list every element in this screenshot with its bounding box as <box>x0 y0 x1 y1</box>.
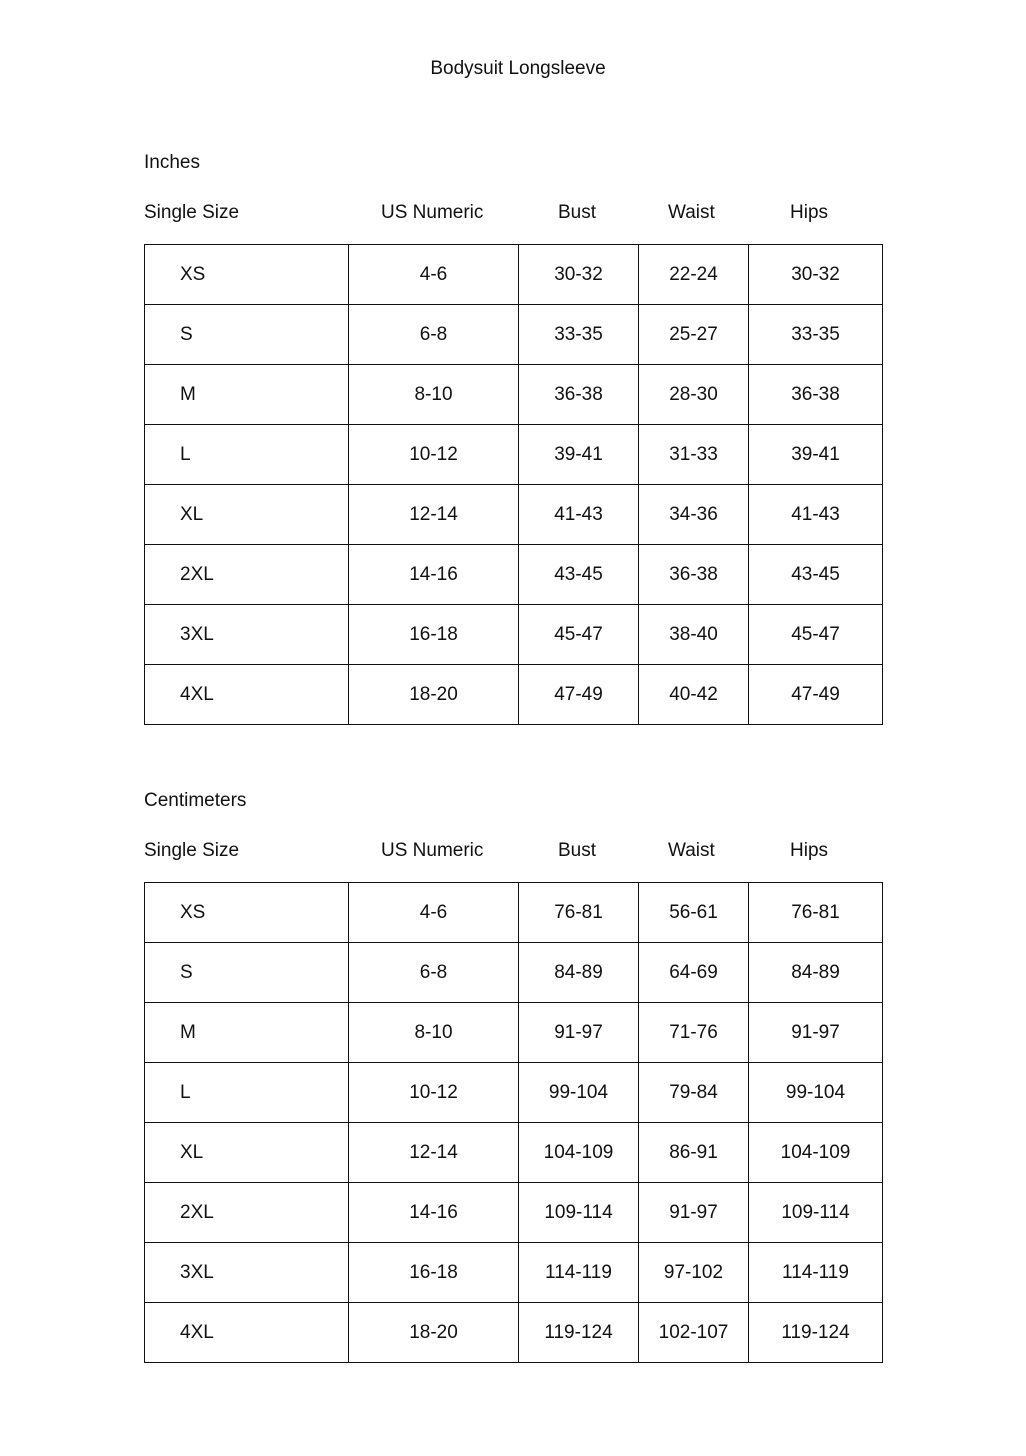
inches-size-table <box>144 244 883 725</box>
header-single-size: Single Size <box>144 202 240 223</box>
inches-header-row <box>144 201 882 225</box>
waist-cell: 22-24 <box>639 245 749 305</box>
hips-cell: 84-89 <box>749 943 883 1003</box>
header-waist: Waist <box>668 202 715 223</box>
hips-cell: 76-81 <box>749 883 883 943</box>
bust-cell: 39-41 <box>519 425 639 485</box>
size-cell: 4XL <box>145 665 349 725</box>
hips-cell: 91-97 <box>749 1003 883 1063</box>
centimeters-header-row <box>144 839 882 863</box>
size-cell: XL <box>145 485 349 545</box>
header-single-size: Single Size <box>144 840 240 861</box>
header-waist: Waist <box>668 840 715 861</box>
table-row <box>145 1303 883 1363</box>
size-cell: M <box>145 1003 349 1063</box>
bust-cell: 30-32 <box>519 245 639 305</box>
waist-cell: 64-69 <box>639 943 749 1003</box>
table-row <box>145 665 883 725</box>
bust-cell: 114-119 <box>519 1243 639 1303</box>
us-numeric-cell: 12-14 <box>349 1123 519 1183</box>
bust-cell: 45-47 <box>519 605 639 665</box>
bust-cell: 36-38 <box>519 365 639 425</box>
size-cell: XS <box>145 245 349 305</box>
centimeters-size-table <box>144 882 883 1363</box>
waist-cell: 56-61 <box>639 883 749 943</box>
hips-cell: 39-41 <box>749 425 883 485</box>
bust-cell: 99-104 <box>519 1063 639 1123</box>
hips-cell: 30-32 <box>749 245 883 305</box>
hips-cell: 104-109 <box>749 1123 883 1183</box>
table-row <box>145 1063 883 1123</box>
waist-cell: 91-97 <box>639 1183 749 1243</box>
table-row <box>145 883 883 943</box>
bust-cell: 109-114 <box>519 1183 639 1243</box>
size-cell: 2XL <box>145 1183 349 1243</box>
header-hips: Hips <box>790 840 829 861</box>
us-numeric-cell: 10-12 <box>349 1063 519 1123</box>
table-row <box>145 245 883 305</box>
us-numeric-cell: 16-18 <box>349 605 519 665</box>
table-row <box>145 425 883 485</box>
hips-cell: 43-45 <box>749 545 883 605</box>
waist-cell: 97-102 <box>639 1243 749 1303</box>
header-bust: Bust <box>558 202 597 223</box>
bust-cell: 84-89 <box>519 943 639 1003</box>
waist-cell: 34-36 <box>639 485 749 545</box>
hips-cell: 36-38 <box>749 365 883 425</box>
header-hips: Hips <box>790 202 829 223</box>
waist-cell: 102-107 <box>639 1303 749 1363</box>
table-row <box>145 943 883 1003</box>
hips-cell: 109-114 <box>749 1183 883 1243</box>
header-us-numeric: US Numeric <box>381 840 484 861</box>
us-numeric-cell: 10-12 <box>349 425 519 485</box>
bust-cell: 104-109 <box>519 1123 639 1183</box>
us-numeric-cell: 18-20 <box>349 1303 519 1363</box>
inches-section-label: Inches <box>144 152 200 173</box>
us-numeric-cell: 8-10 <box>349 365 519 425</box>
waist-cell: 36-38 <box>639 545 749 605</box>
hips-cell: 119-124 <box>749 1303 883 1363</box>
table-row <box>145 365 883 425</box>
table-row <box>145 545 883 605</box>
table-row <box>145 1243 883 1303</box>
us-numeric-cell: 4-6 <box>349 245 519 305</box>
size-cell: XS <box>145 883 349 943</box>
bust-cell: 119-124 <box>519 1303 639 1363</box>
waist-cell: 40-42 <box>639 665 749 725</box>
us-numeric-cell: 14-16 <box>349 545 519 605</box>
table-row <box>145 485 883 545</box>
header-us-numeric: US Numeric <box>381 202 484 223</box>
table-row <box>145 1183 883 1243</box>
size-cell: M <box>145 365 349 425</box>
size-cell: S <box>145 305 349 365</box>
table-row <box>145 605 883 665</box>
hips-cell: 33-35 <box>749 305 883 365</box>
size-cell: S <box>145 943 349 1003</box>
us-numeric-cell: 4-6 <box>349 883 519 943</box>
hips-cell: 114-119 <box>749 1243 883 1303</box>
bust-cell: 41-43 <box>519 485 639 545</box>
us-numeric-cell: 6-8 <box>349 943 519 1003</box>
hips-cell: 45-47 <box>749 605 883 665</box>
us-numeric-cell: 14-16 <box>349 1183 519 1243</box>
bust-cell: 33-35 <box>519 305 639 365</box>
waist-cell: 25-27 <box>639 305 749 365</box>
size-cell: L <box>145 425 349 485</box>
hips-cell: 99-104 <box>749 1063 883 1123</box>
waist-cell: 71-76 <box>639 1003 749 1063</box>
size-cell: 2XL <box>145 545 349 605</box>
us-numeric-cell: 16-18 <box>349 1243 519 1303</box>
waist-cell: 79-84 <box>639 1063 749 1123</box>
size-cell: 3XL <box>145 605 349 665</box>
header-bust: Bust <box>558 840 597 861</box>
size-cell: L <box>145 1063 349 1123</box>
bust-cell: 47-49 <box>519 665 639 725</box>
size-cell: XL <box>145 1123 349 1183</box>
page-title: Bodysuit Longsleeve <box>430 58 606 79</box>
hips-cell: 41-43 <box>749 485 883 545</box>
size-cell: 3XL <box>145 1243 349 1303</box>
table-row <box>145 1003 883 1063</box>
waist-cell: 28-30 <box>639 365 749 425</box>
us-numeric-cell: 12-14 <box>349 485 519 545</box>
size-cell: 4XL <box>145 1303 349 1363</box>
us-numeric-cell: 6-8 <box>349 305 519 365</box>
waist-cell: 86-91 <box>639 1123 749 1183</box>
us-numeric-cell: 8-10 <box>349 1003 519 1063</box>
centimeters-section-label: Centimeters <box>144 790 247 811</box>
bust-cell: 43-45 <box>519 545 639 605</box>
table-row <box>145 1123 883 1183</box>
hips-cell: 47-49 <box>749 665 883 725</box>
waist-cell: 31-33 <box>639 425 749 485</box>
waist-cell: 38-40 <box>639 605 749 665</box>
bust-cell: 91-97 <box>519 1003 639 1063</box>
bust-cell: 76-81 <box>519 883 639 943</box>
us-numeric-cell: 18-20 <box>349 665 519 725</box>
table-row <box>145 305 883 365</box>
